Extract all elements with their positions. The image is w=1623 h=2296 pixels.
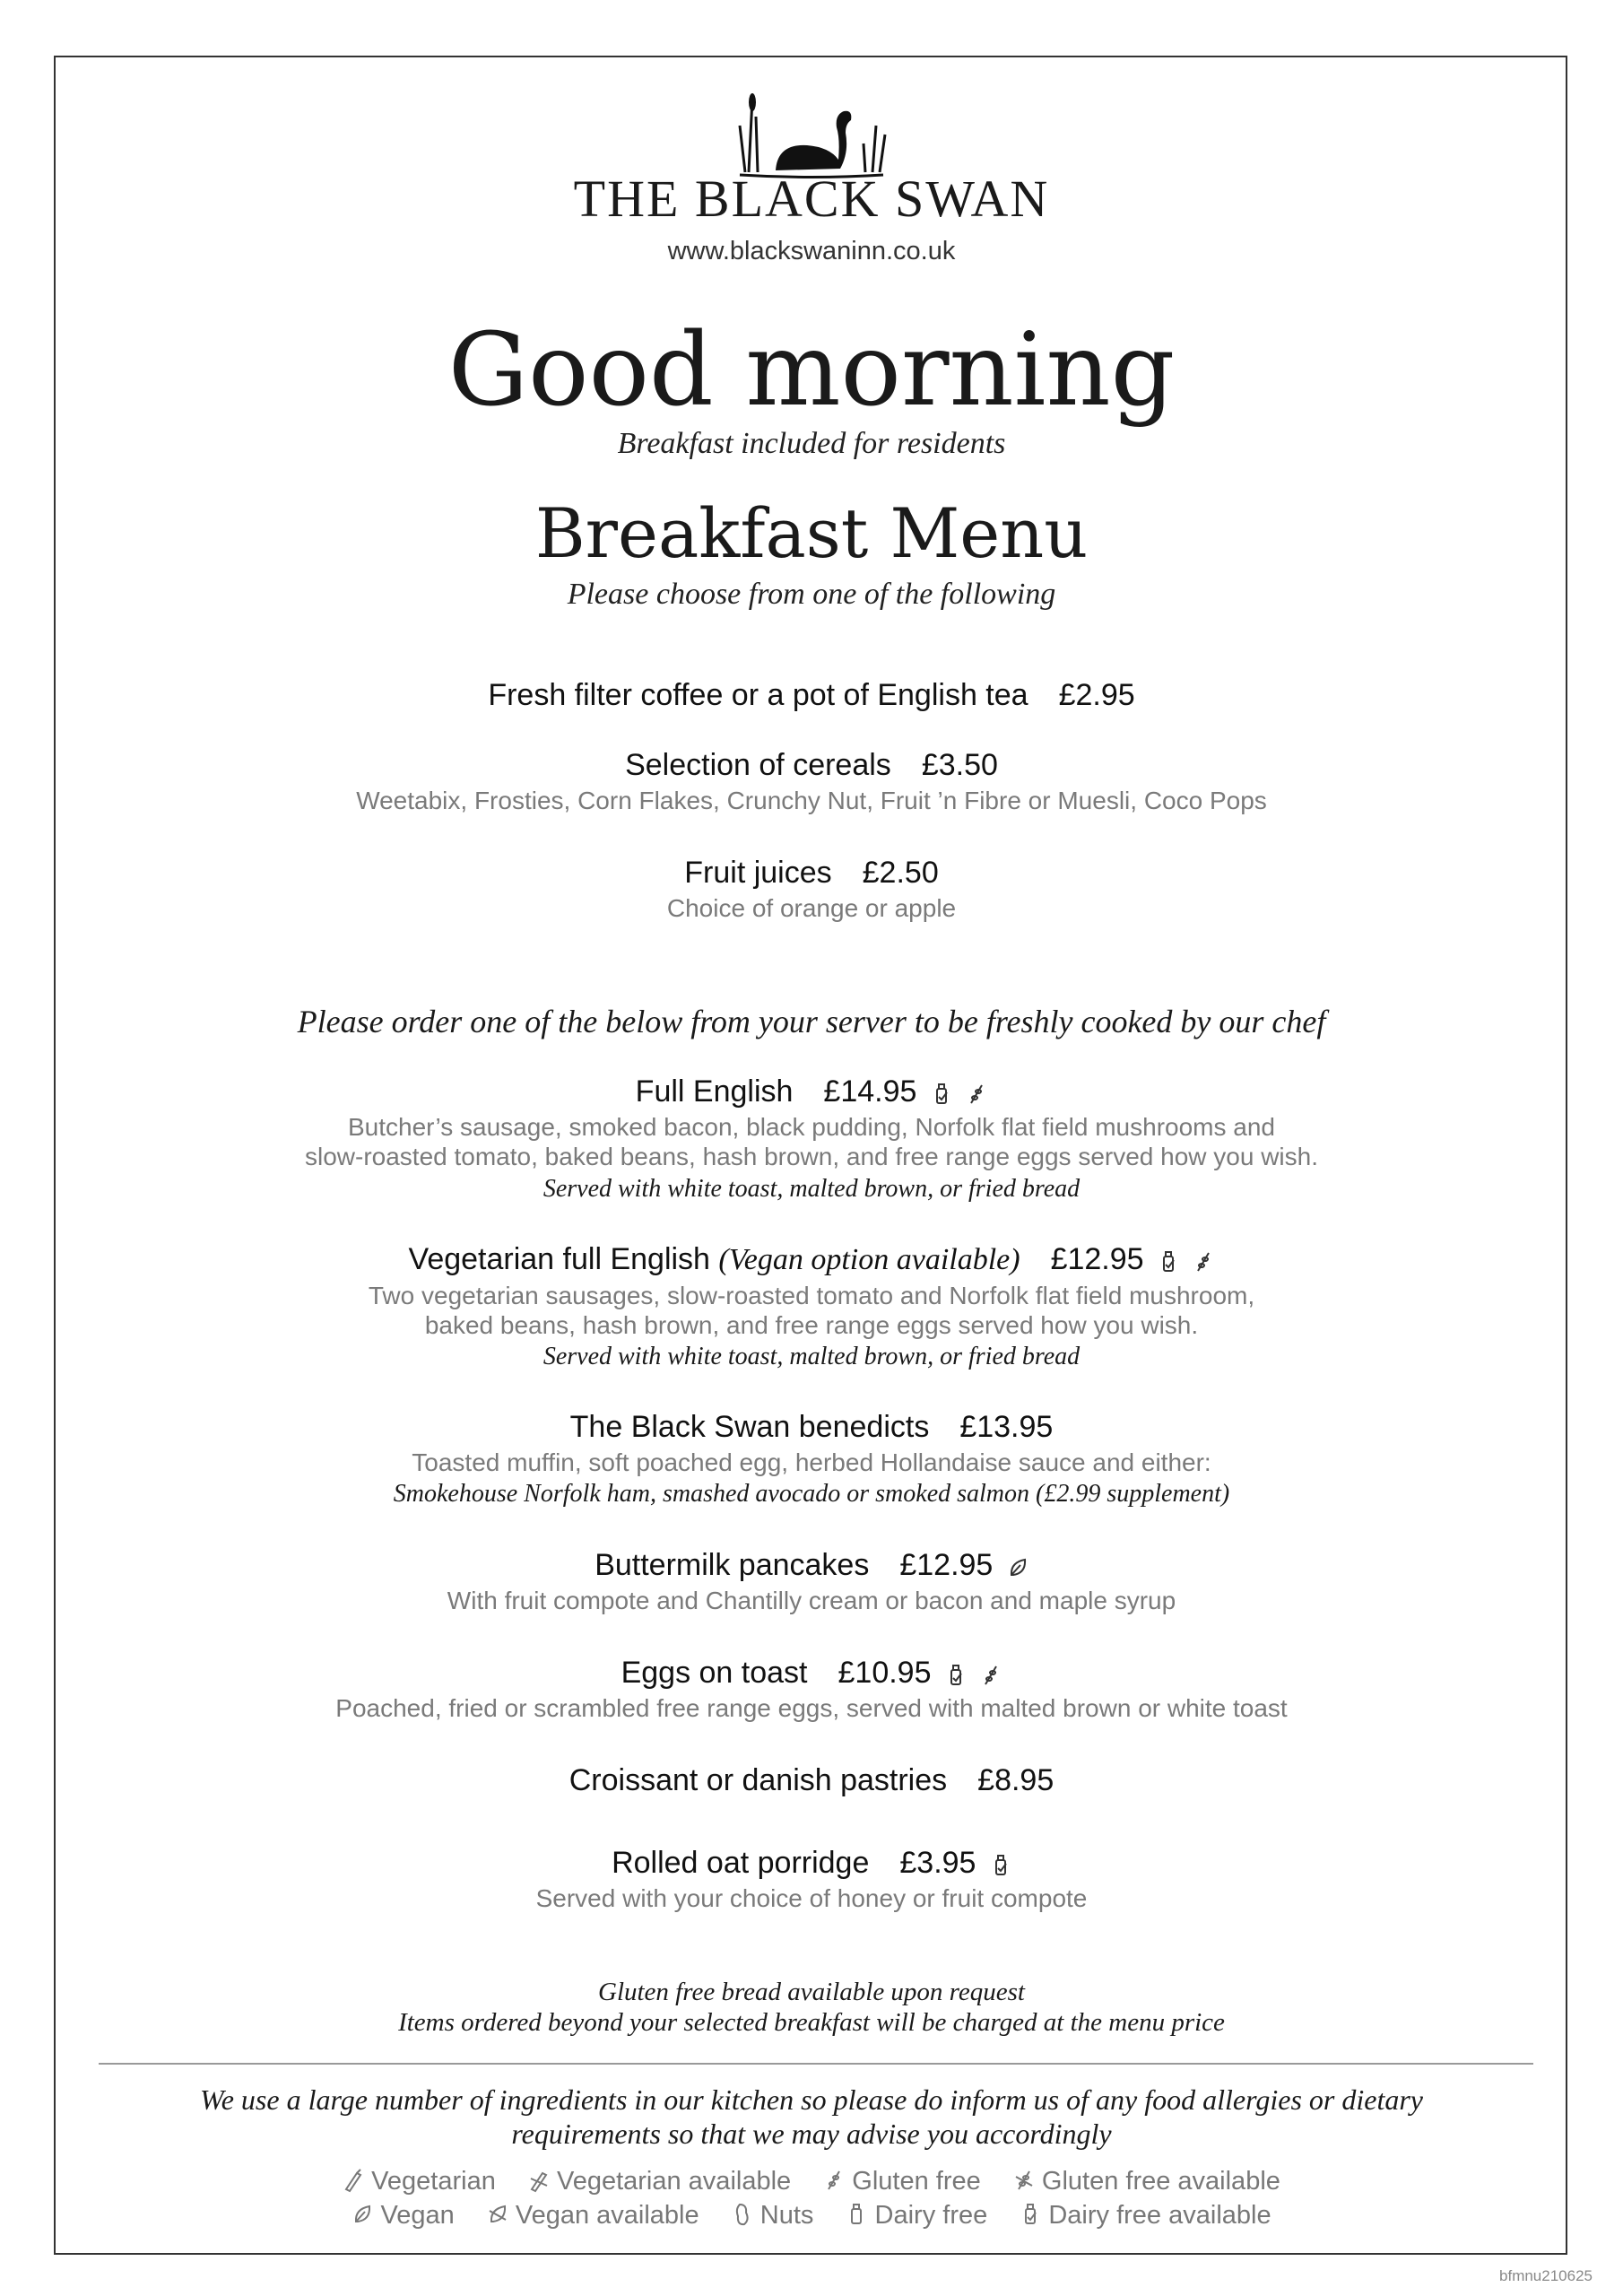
item-name: Fruit juices — [684, 856, 832, 890]
legend-gluten-free — [823, 2167, 981, 2196]
menu-item-vegetarian-full-english — [54, 1242, 1569, 1279]
menu-item-pancakes — [54, 1548, 1569, 1585]
item-name: Buttermilk pancakes — [595, 1548, 870, 1582]
gluten-free-available-icon — [1193, 1244, 1214, 1279]
nuts-icon — [732, 2202, 753, 2227]
item-name: Selection of cereals — [625, 748, 891, 782]
item-name: Eggs on toast — [621, 1656, 808, 1690]
item-description-line: With fruit compote and Chantilly cream or bacon and maple syrup — [447, 1587, 1176, 1614]
menu-item-cereals — [54, 748, 1569, 783]
menu-subtitle: Please choose from one of the following — [567, 578, 1056, 611]
legend-vegan — [352, 2201, 454, 2230]
dairy-free-icon — [846, 2202, 867, 2227]
dairy-free-available-icon — [990, 1848, 1011, 1883]
legend-vegetarian — [343, 2167, 496, 2196]
menu-item-croissant — [54, 1763, 1569, 1798]
vegetarian-available-icon — [528, 2168, 550, 2193]
diet-legend-row — [54, 2165, 1569, 2197]
item-name: Vegetarian full English — [408, 1242, 710, 1276]
item-description-line: Two vegetarian sausages, slow-roasted tomato and Norfolk flat field mushroom, — [368, 1282, 1255, 1309]
legend-label: Dairy free — [874, 2201, 988, 2230]
allergy-notice-line: requirements so that we may advise you accordingly — [511, 2118, 1112, 2150]
vegan-available-icon — [487, 2202, 508, 2227]
item-served-with: Served with white toast, malted brown, or fried bread — [542, 1175, 1081, 1203]
gluten-free-icon — [823, 2168, 845, 2193]
item-description-line: baked beans, hash brown, and free range eggs served how you wish. — [424, 1311, 1199, 1339]
vegan-icon — [352, 2202, 373, 2227]
vegan-available-icon — [1007, 1550, 1028, 1585]
item-name: Croissant or danish pastries — [568, 1763, 948, 1797]
gluten-free-note: Gluten free bread available upon request — [598, 1978, 1025, 2006]
legend-gluten-free-available — [1013, 2167, 1280, 2196]
legend-dairy-free — [846, 2201, 987, 2230]
item-description: Choice of orange or apple — [666, 894, 957, 922]
item-price: £8.95 — [977, 1763, 1055, 1797]
page-title: Good morning — [447, 312, 1176, 429]
legend-label: Gluten free — [852, 2167, 981, 2196]
item-options: Smokehouse Norfolk ham, smashed avocado or smoked salmon (£2.99 supplement) — [393, 1480, 1230, 1508]
allergy-notice-line: We use a large number of ingredients in our kitchen so please do inform us of any food allergies or dietary — [200, 2083, 1423, 2116]
item-price: £14.95 — [823, 1074, 917, 1109]
vegetarian-icon — [343, 2168, 364, 2193]
extra-charge-note: Items ordered beyond your selected breakfast will be charged at the menu price — [398, 2008, 1225, 2037]
cooked-intro: Please order one of the below from your server to be freshly cooked by our chef — [297, 1004, 1326, 1039]
gluten-free-available-icon — [1013, 2168, 1035, 2193]
dairy-free-available-icon — [945, 1657, 967, 1692]
menu-item-porridge — [54, 1846, 1569, 1883]
item-price: £12.95 — [899, 1548, 994, 1582]
brand-name: THE BLACK SWAN — [573, 170, 1050, 228]
dairy-free-available-icon — [1158, 1244, 1179, 1279]
menu-item-full-english — [54, 1074, 1569, 1111]
item-price: £3.50 — [921, 748, 998, 782]
legend-label: Dairy free available — [1048, 2201, 1271, 2230]
item-description-line: Butcher’s sausage, smoked bacon, black pudding, Norfolk flat field mushrooms and — [348, 1113, 1275, 1141]
gluten-free-available-icon — [966, 1076, 987, 1111]
dairy-free-available-icon — [931, 1076, 952, 1111]
dairy-free-available-icon — [1020, 2202, 1041, 2227]
menu-item-juices — [54, 856, 1569, 891]
legend-label: Gluten free available — [1041, 2167, 1280, 2196]
legend-vegetarian-available — [528, 2167, 791, 2196]
item-price: £2.50 — [862, 856, 939, 890]
legend-label: Vegan — [380, 2201, 455, 2230]
item-name: Full English — [635, 1074, 794, 1109]
item-name: The Black Swan benedicts — [569, 1410, 930, 1444]
item-note: (Vegan option available) — [718, 1243, 1020, 1276]
menu-item-eggs-on-toast — [54, 1656, 1569, 1692]
item-name: Fresh filter coffee or a pot of English tea — [488, 678, 1028, 712]
item-price: £13.95 — [959, 1410, 1054, 1444]
item-description-line: Poached, fried or scrambled free range eggs, served with malted brown or white toast — [335, 1694, 1288, 1722]
item-name: Rolled oat porridge — [612, 1846, 870, 1880]
item-description-line: slow-roasted tomato, baked beans, hash brown, and free range eggs served how you wish. — [305, 1143, 1318, 1170]
item-price: £3.95 — [899, 1846, 976, 1880]
item-price: £2.95 — [1058, 678, 1135, 712]
website-link[interactable]: www.blackswaninn.co.uk — [667, 237, 956, 265]
item-description: Weetabix, Frosties, Corn Flakes, Crunchy Nut, Fruit ’n Fibre or Muesli, Coco Pops — [356, 787, 1267, 814]
document-code: bfmnu210625 — [1499, 2267, 1593, 2284]
menu-item-coffee — [54, 678, 1569, 713]
legend-label: Vegetarian — [371, 2167, 496, 2196]
legend-vegan-available — [487, 2201, 699, 2230]
gluten-free-available-icon — [980, 1657, 1002, 1692]
legend-label: Nuts — [759, 2201, 814, 2230]
legend-label: Vegan available — [515, 2201, 699, 2230]
diet-legend-row — [54, 2199, 1569, 2231]
item-description-line: Served with your choice of honey or fruit compote — [535, 1884, 1088, 1912]
item-price: £10.95 — [838, 1656, 932, 1690]
greeting-subtitle: Breakfast included for residents — [617, 427, 1006, 460]
divider — [99, 2063, 1533, 2065]
legend-dairy-free-available — [1020, 2201, 1271, 2230]
item-served-with: Served with white toast, malted brown, or fried bread — [542, 1343, 1081, 1370]
legend-nuts — [732, 2201, 814, 2230]
menu-item-benedicts — [54, 1410, 1569, 1445]
item-price: £12.95 — [1050, 1242, 1144, 1276]
item-description-line: Toasted muffin, soft poached egg, herbed Hollandaise sauce and either: — [412, 1448, 1211, 1476]
menu-title: Breakfast Menu — [534, 493, 1089, 573]
legend-label: Vegetarian available — [556, 2167, 792, 2196]
